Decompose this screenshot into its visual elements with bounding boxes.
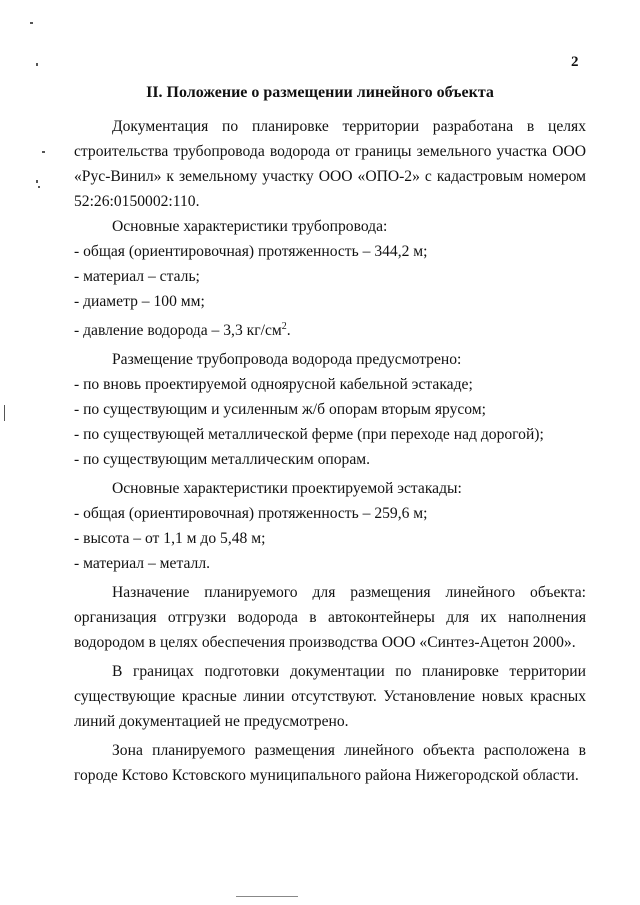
placement-item: - по существующей металлической ферме (при переходе над дорогой); [74, 426, 544, 444]
overpass-title: Основные характеристики проектируемой эстакады: [112, 480, 462, 498]
overpass-height: - высота – от 1,1 м до 5,48 м; [74, 530, 266, 548]
placement-item: - по существующим металлическим опорам. [74, 451, 371, 469]
scan-mark [36, 63, 38, 66]
pipeline-diameter: - диаметр – 100 мм; [74, 293, 205, 310]
placement-item: - по существующим и усиленным ж/б опорам вторым ярусом; [74, 401, 487, 419]
scan-mark [42, 151, 45, 153]
overpass-material: - материал – металл. [74, 555, 210, 573]
placement-title: Размещение трубопровода водорода предусмотрено: [112, 351, 462, 369]
scan-mark [30, 22, 33, 24]
scan-mark [4, 405, 5, 421]
section-heading: II. Положение о размещении линейного объекта [146, 84, 494, 101]
placement-item: - по вновь проектируемой одноярусной кабельной эстакаде; [74, 376, 473, 394]
page-number: 2 [571, 54, 579, 70]
zone-paragraph: Зона планируемого размещения линейного объекта расположена в городе Кстово Кстовского муниципального района Нижегородской области. [74, 742, 586, 785]
scan-mark [36, 180, 38, 183]
pipeline-pressure [74, 314, 586, 343]
pipeline-material: - материал – сталь; [74, 268, 200, 285]
pipeline-length: - общая (ориентировочная) протяженность – 344,2 м; [74, 243, 428, 260]
document-body [74, 114, 586, 788]
pipeline-pressure-text: - давление водорода – 3,3 кг/см [74, 322, 282, 340]
pipeline-pressure-end: . [286, 322, 291, 340]
pipeline-title: Основные характеристики трубопровода: [112, 218, 388, 235]
intro-paragraph: Документация по планировке территории разработана в целях строительства трубопровода водорода от границы земельного участка ООО «Рус-Винил» к земельному участку ООО «ОПО-2» с кадастровым номером 52:26:0150002:110. [74, 118, 586, 210]
scan-mark [236, 896, 298, 897]
scan-mark [38, 186, 40, 188]
red-lines-paragraph: В границах подготовки документации по планировке территории существующие красные линии отсутствуют. Установление новых красных линий документацией не предусмотрено. [74, 663, 586, 731]
purpose-paragraph: Назначение планируемого для размещения линейного объекта: организация отгрузки водорода в автоконтейнеры для их наполнения водородом в целях обеспечения производства ООО «Синтез-Ацетон 2000». [74, 584, 586, 652]
overpass-length: - общая (ориентировочная) протяженность – 259,6 м; [74, 505, 428, 523]
pipeline-pressure-superscript: 2 [281, 321, 287, 332]
